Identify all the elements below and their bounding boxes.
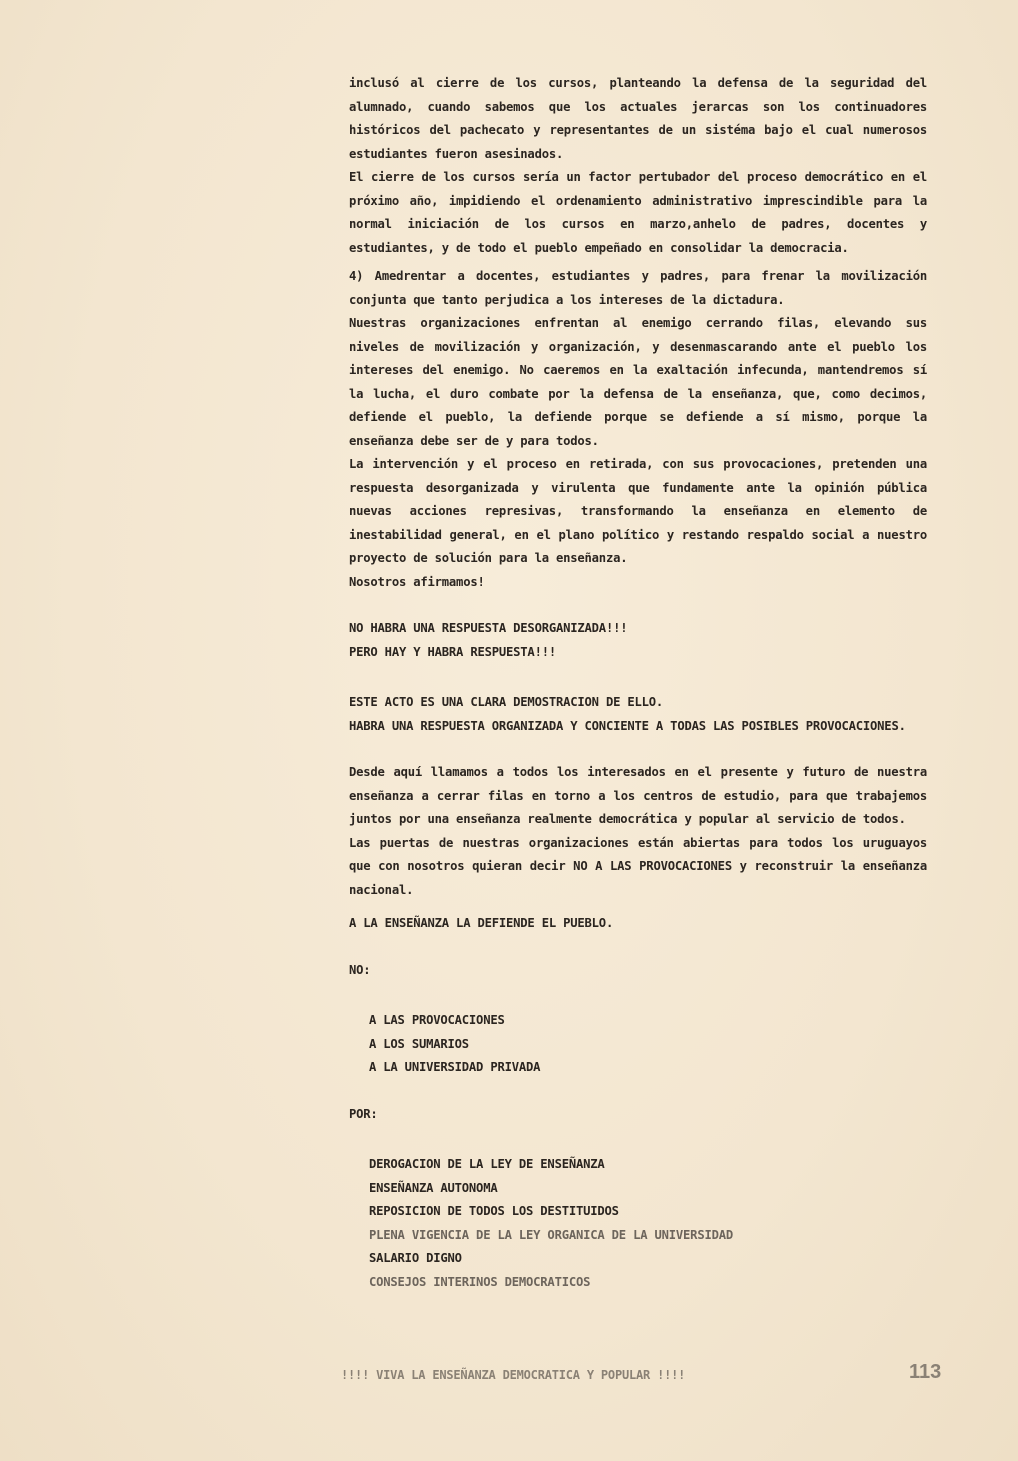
list-item: CONSEJOS INTERINOS DEMOCRATICOS [369,1274,591,1289]
por-heading: POR: [349,1106,378,1121]
no-heading: NO: [349,962,371,977]
paragraph: 4) Amedrentar a docentes, estudiantes y padres, para frenar la movilización conjunta que tanto perjudica a los intereses de la dictadura. [349,269,927,307]
text-column [349,72,927,1294]
slogan-line: NO HABRA UNA RESPUESTA DESORGANIZADA!!! [349,621,628,635]
list-item: SALARIO DIGNO [369,1251,462,1265]
paragraph: La intervención y el proceso en retirada, con sus provocaciones, pretenden una respuesta desorganizada y virulenta que fundamente ante la opinión pública nuevas acciones represivas, transformando la enseñanza en elemento de inestabilidad general, en el plano político y restando respaldo social a nuestro proyecto de solución para la enseñanza. [349,457,927,565]
por-list [349,1153,927,1294]
page-number: 113 [909,1361,942,1383]
paragraph: Nuestras organizaciones enfrentan al enemigo cerrando filas, elevando sus niveles de movilización y organización, y desenmascarando ante el pueblo los intereses del enemigo. No caeremos en la exaltación infecunda, mantendremos sí la lucha, el duro combate por la defensa de la enseñanza, que, como decimos, defiende el pueblo, la defiende porque se defiende a sí mismo, porque la enseñanza debe ser de y para todos. [349,316,927,448]
list-item: ENSEÑANZA AUTONOMA [369,1180,498,1195]
list-item: REPOSICION DE TODOS LOS DESTITUIDOS [369,1204,619,1218]
list-item: A LA UNIVERSIDAD PRIVADA [369,1060,541,1074]
list-item: DEROGACION DE LA LEY DE ENSEÑANZA [369,1157,605,1171]
slogan-line: ESTE ACTO ES UNA CLARA DEMOSTRACION DE ELLO. [349,695,664,709]
list-item: PLENA VIGENCIA DE LA LEY ORGANICA DE LA UNIVERSIDAD [369,1227,734,1242]
list-item: A LOS SUMARIOS [369,1036,469,1051]
paragraph: inclusó al cierre de los cursos, planteando la defensa de la seguridad del alumnado, cuando sabemos que los actuales jerarcas son los continuadores históricos del pachecato y representantes de un sistéma bajo el cual numerosos estudiantes fueron asesinados. [349,76,927,161]
list-item: A LAS PROVOCACIONES [369,1013,505,1027]
paragraph: El cierre de los cursos sería un factor pertubador del proceso democrático en el próximo año, impidiendo el ordenamiento administrativo imprescindible para la normal iniciación de los cursos en marzo,anhelo de padres, docentes y estudiantes, y de todo el pueblo empeñado en consolidar la democracia. [349,170,927,255]
paragraph: Desde aquí llamamos a todos los interesados en el presente y futuro de nuestra enseñanza a cerrar filas en torno a los centros de estudio, para que trabajemos juntos por una enseñanza realmente democrática y popular al servicio de todos. [349,765,927,826]
paragraph: Las puertas de nuestras organizaciones están abiertas para todos los uruguayos que con nosotros quieran decir NO A LAS PROVOCACIONES y reconstruir la enseñanza nacional. [349,835,927,897]
slogan-line: PERO HAY Y HABRA RESPUESTA!!! [349,644,556,659]
closing-slogan: A LA ENSEÑANZA LA DEFIENDE EL PUEBLO. [349,916,614,930]
paragraph: Nosotros afirmamos! [349,574,485,589]
slogan-line: HABRA UNA RESPUESTA ORGANIZADA Y CONCIENTE A TODAS LAS POSIBLES PROVOCACIONES. [349,718,906,733]
footer-slogan: !!!! VIVA LA ENSEÑANZA DEMOCRATICA Y POPULAR !!!! [341,1368,686,1382]
no-list [349,1009,927,1080]
